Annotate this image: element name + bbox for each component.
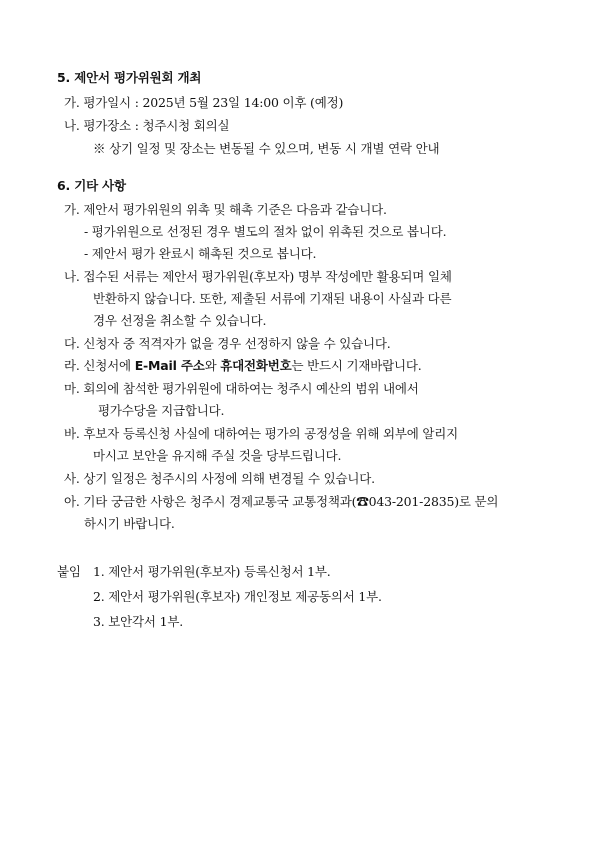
section-6-title: 6. 기타 사항 bbox=[57, 178, 126, 193]
section-5-item-na: 나. 평가장소 : 청주시청 회의실 bbox=[64, 118, 230, 133]
attachment-item-1: 1. 제안서 평가위원(후보자) 등록신청서 1부. bbox=[93, 564, 331, 579]
section-5-item-ga: 가. 평가일시 : 2025년 5월 23일 14:00 이후 (예정) bbox=[64, 95, 344, 110]
section-6-item-ma-line1: 마. 회의에 참석한 평가위원에 대하여는 청주시 예산의 범위 내에서 bbox=[64, 381, 419, 396]
ra-suffix: 는 반드시 기재바랍니다. bbox=[291, 358, 422, 373]
section-5-note: ※ 상기 일정 및 장소는 변동될 수 있으며, 변동 시 개별 연락 안내 bbox=[93, 141, 440, 156]
section-6-item-a-line2: 하시기 바랍니다. bbox=[84, 516, 175, 531]
section-6-item-ma-line2: 평가수당을 지급합니다. bbox=[98, 403, 225, 418]
section-6-item-a-line1: 아. 기타 궁금한 사항은 청주시 경제교통국 교통정책과(☎043-201-2835)로 문의 bbox=[64, 494, 499, 509]
attachment-item-2: 2. 제안서 평가위원(후보자) 개인정보 제공동의서 1부. bbox=[93, 589, 382, 604]
attachments-label: 붙임 bbox=[57, 564, 81, 579]
ra-prefix: 라. 신청서에 bbox=[64, 358, 135, 373]
section-6-item-na-line3: 경우 선정을 취소할 수 있습니다. bbox=[93, 313, 267, 328]
section-6-item-da: 다. 신청자 중 적격자가 없을 경우 선정하지 않을 수 있습니다. bbox=[64, 336, 391, 351]
section-6-item-ra bbox=[64, 358, 422, 374]
section-5-title: 5. 제안서 평가위원회 개최 bbox=[57, 70, 202, 85]
section-6-item-ga-sub2: - 제안서 평가 완료시 해촉된 것으로 봅니다. bbox=[84, 246, 317, 261]
ra-email-emphasis: E-Mail 주소 bbox=[134, 358, 205, 373]
section-6-item-ba-line2: 마시고 보안을 유지해 주실 것을 당부드립니다. bbox=[93, 448, 342, 463]
section-6-item-na-line2: 반환하지 않습니다. 또한, 제출된 서류에 기재된 내용이 사실과 다른 bbox=[93, 291, 452, 306]
ra-mid: 와 bbox=[204, 358, 221, 373]
section-6-item-ba-line1: 바. 후보자 등록신청 사실에 대하여는 평가의 공정성을 위해 외부에 알리지 bbox=[64, 426, 458, 441]
section-6-item-sa: 사. 상기 일정은 청주시의 사정에 의해 변경될 수 있습니다. bbox=[64, 471, 375, 486]
ra-phone-emphasis: 휴대전화번호 bbox=[220, 358, 292, 373]
section-6-item-na-line1: 나. 접수된 서류는 제안서 평가위원(후보자) 명부 작성에만 활용되며 일체 bbox=[64, 269, 452, 284]
section-6-item-ga-sub1: - 평가위원으로 선정된 경우 별도의 절차 없이 위촉된 것으로 봅니다. bbox=[84, 224, 447, 239]
section-6-item-ga: 가. 제안서 평가위원의 위촉 및 해촉 기준은 다음과 같습니다. bbox=[64, 202, 387, 217]
attachment-item-3: 3. 보안각서 1부. bbox=[93, 614, 183, 629]
